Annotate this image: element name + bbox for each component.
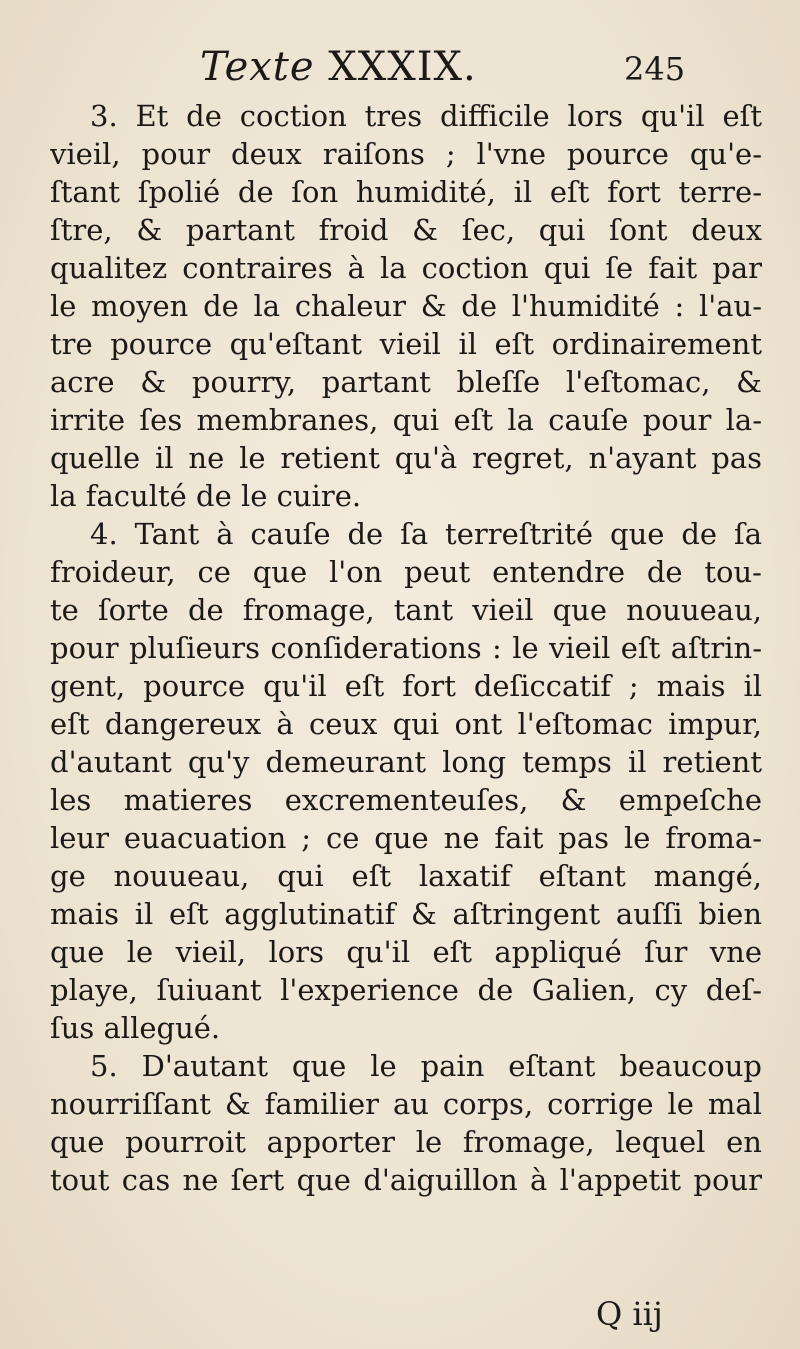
text-line: quelle il ne le retient qu'à regret, n'ayant pas (50, 441, 762, 475)
text-line: acre & pourry, partant bleſſe l'eſtomac, & (50, 365, 762, 399)
text-line: irrite ſes membranes, qui eſt la cauſe pour la- (50, 403, 762, 437)
text-line: que le vieil, lors qu'il eſt appliqué ſur vne (50, 935, 762, 969)
running-title (200, 44, 477, 90)
running-title-italic: Texte (200, 44, 315, 90)
text-line: 5. D'autant que le pain eſtant beaucoup (90, 1049, 762, 1083)
text-line: gent, pource qu'il eſt fort deſiccatif ; mais il (50, 669, 762, 703)
text-line: qualitez contraires à la coction qui ſe fait par (50, 251, 762, 285)
signature-mark: Q iij (596, 1295, 663, 1333)
text-line: ſus allegué. (50, 1011, 221, 1045)
text-line: 4. Tant à cauſe de ſa terreſtrité que de ſa (90, 517, 762, 551)
text-line: mais il eſt agglutinatif & aſtringent auſſi bien (50, 897, 762, 931)
text-line: tout cas ne ſert que d'aiguillon à l'appetit pour (50, 1163, 762, 1197)
text-line: 3. Et de coction tres difficile lors qu'il eſt (90, 99, 762, 133)
running-title-roman: XXXIX. (314, 44, 477, 90)
text-line: leur euacuation ; ce que ne fait pas le froma- (50, 821, 762, 855)
text-line: d'autant qu'y demeurant long temps il retient (50, 745, 762, 779)
text-line: vieil, pour deux raiſons ; l'vne pource qu'e- (50, 137, 762, 171)
text-line: te ſorte de fromage, tant vieil que nouueau, (50, 593, 762, 627)
text-line: nourriſſant & familier au corps, corrige le mal (50, 1087, 762, 1121)
page-number: 245 (624, 50, 686, 88)
text-line: froideur, ce que l'on peut entendre de tou- (50, 555, 762, 589)
text-line: pour pluſieurs conſiderations : le vieil eſt aſtrin- (50, 631, 762, 665)
page-header (0, 44, 800, 94)
text-line: tre pource qu'eſtant vieil il eſt ordinairement (50, 327, 762, 361)
text-line: le moyen de la chaleur & de l'humidité : l'au- (50, 289, 762, 323)
body-text (50, 97, 762, 1199)
text-line: les matieres excrementeuſes, & empeſche (50, 783, 762, 817)
text-line: eſt dangereux à ceux qui ont l'eſtomac impur, (50, 707, 762, 741)
text-line: la faculté de le cuire. (50, 479, 362, 513)
text-line: que pourroit apporter le fromage, lequel en (50, 1125, 762, 1159)
text-line: ſtant ſpolié de ſon humidité, il eſt fort terre- (50, 175, 762, 209)
text-line: ſtre, & partant froid & ſec, qui ſont deux (50, 213, 762, 247)
text-line: ge nouueau, qui eſt laxatif eſtant mangé, (50, 859, 762, 893)
text-line: playe, ſuiuant l'experience de Galien, cy deſ- (50, 973, 762, 1007)
